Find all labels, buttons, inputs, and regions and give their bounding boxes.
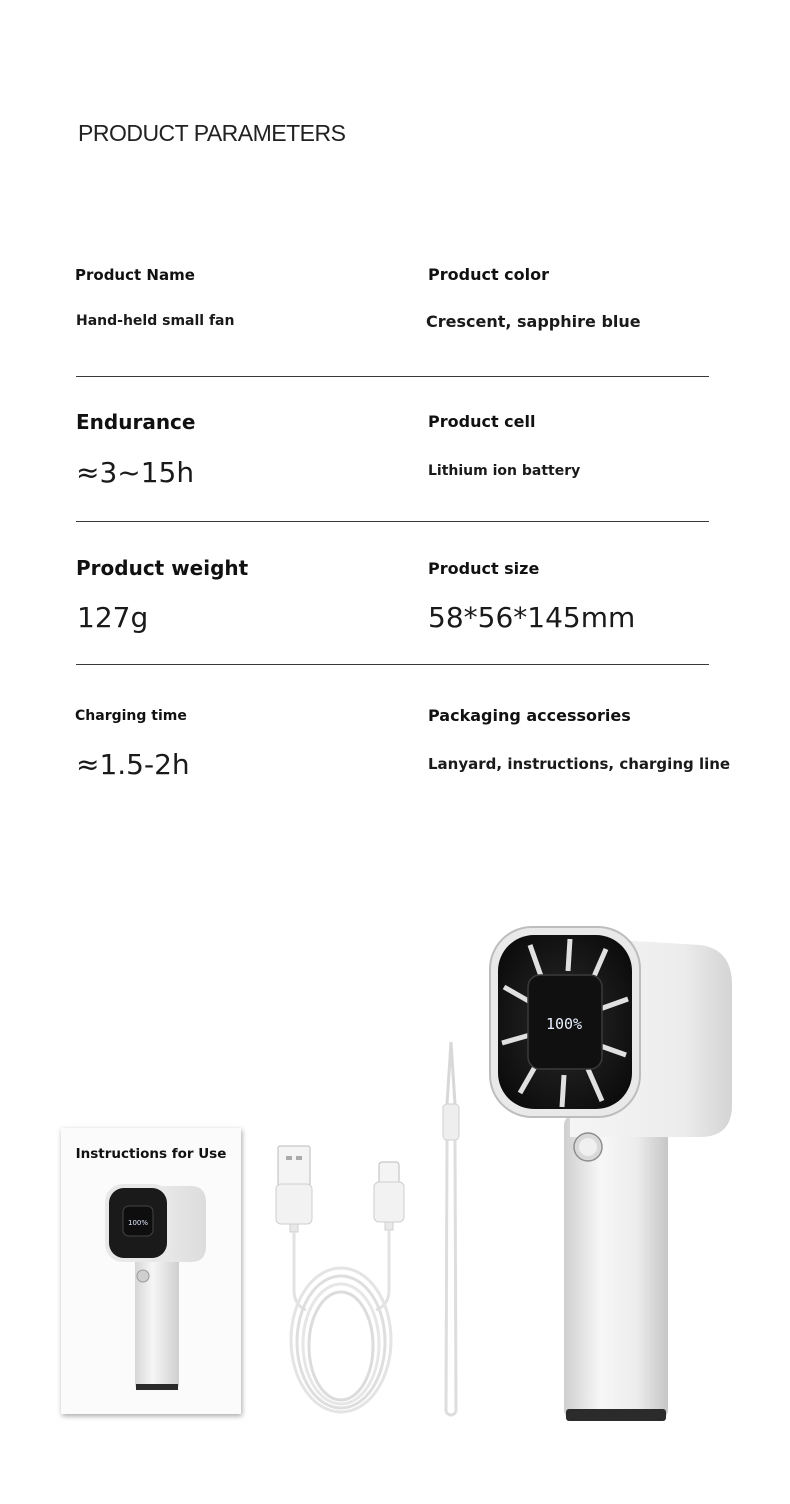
- packaging-value: Lanyard, instructions, charging line: [428, 755, 731, 773]
- divider-3: [76, 664, 709, 665]
- manual-title: Instructions for Use: [75, 1146, 227, 1162]
- charging-cable: [266, 1140, 416, 1430]
- product-weight-label: Product weight: [76, 556, 249, 580]
- lanyard: [436, 1034, 466, 1419]
- product-cell-label: Product cell: [428, 412, 536, 431]
- divider-2: [76, 521, 709, 522]
- product-weight-value: 127g: [77, 601, 149, 634]
- handheld-fan: [480, 915, 750, 1430]
- fan-display-reading: 100%: [545, 1015, 583, 1033]
- product-size-value: 58*56*145mm: [428, 601, 636, 634]
- product-size-label: Product size: [428, 559, 540, 578]
- product-color-label: Product color: [428, 265, 549, 284]
- endurance-value: ≈3~15h: [76, 456, 195, 489]
- product-cell-value: Lithium ion battery: [428, 463, 581, 479]
- product-name-label: Product Name: [75, 266, 195, 284]
- manual-fan-illustration: [61, 1128, 241, 1414]
- charging-time-label: Charging time: [75, 708, 187, 724]
- product-color-value: Crescent, sapphire blue: [426, 312, 641, 331]
- section-title: PRODUCT PARAMETERS: [78, 120, 346, 146]
- charging-time-value: ≈1.5-2h: [76, 748, 190, 781]
- divider-1: [76, 376, 709, 377]
- endurance-label: Endurance: [76, 410, 196, 434]
- svg-text:100%: 100%: [127, 1219, 149, 1227]
- packaging-label: Packaging accessories: [428, 706, 631, 725]
- instruction-manual: [61, 1128, 241, 1414]
- product-name-value: Hand-held small fan: [76, 313, 235, 329]
